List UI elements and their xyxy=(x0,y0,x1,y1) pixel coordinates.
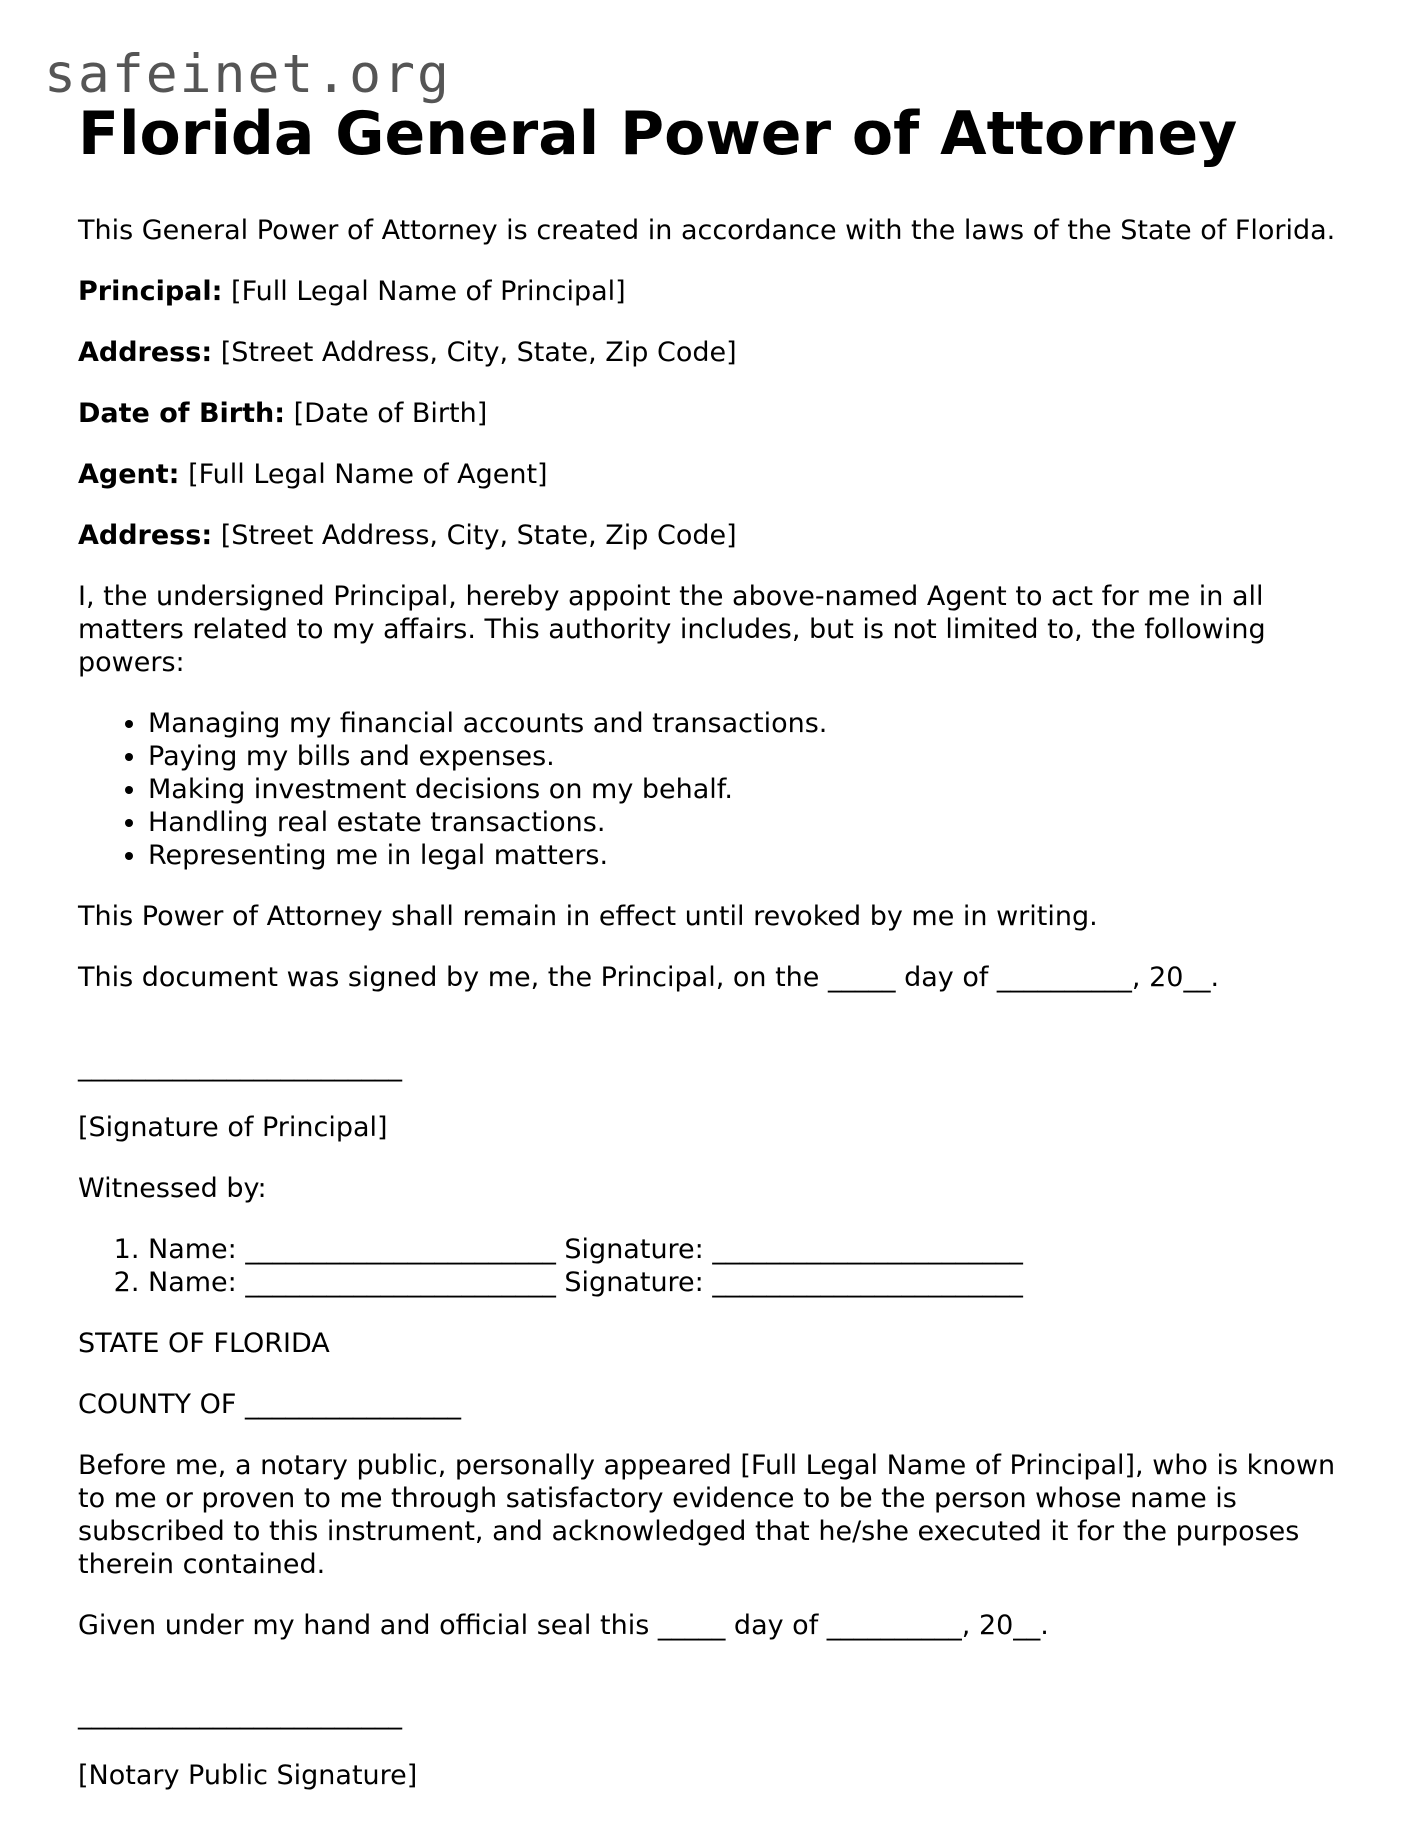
field-principal-address xyxy=(78,336,1368,369)
state-line: STATE OF FLORIDA xyxy=(78,1328,330,1359)
field-agent xyxy=(78,458,1368,491)
field-value: [Full Legal Name of Agent] xyxy=(188,459,548,490)
principal-signature-label: [Signature of Principal] xyxy=(78,1112,388,1143)
field-label: Principal: xyxy=(78,276,223,307)
document xyxy=(78,96,1368,1820)
principal-signature-line: ________________________ xyxy=(78,1051,402,1082)
intro-paragraph: This General Power of Attorney is created in accordance with the laws of the State of Florida. xyxy=(78,215,1336,246)
field-value: [Street Address, City, State, Zip Code] xyxy=(220,337,737,368)
field-value: [Street Address, City, State, Zip Code] xyxy=(220,520,737,551)
list-item: • Making investment decisions on my behalf. xyxy=(148,773,1368,806)
given-under-paragraph: Given under my hand and official seal this _____ day of __________, 20__. xyxy=(78,1610,1049,1641)
list-item: 2. Name: _______________________ Signature: _______________________ xyxy=(148,1266,1368,1299)
spacer xyxy=(78,1670,1368,1698)
signed-on-paragraph: This document was signed by me, the Principal, on the _____ day of __________, 20__. xyxy=(78,962,1220,993)
notary-signature-label: [Notary Public Signature] xyxy=(78,1760,418,1791)
field-value: [Date of Birth] xyxy=(293,398,488,429)
field-agent-address xyxy=(78,519,1368,552)
document-title: Florida General Power of Attorney xyxy=(78,99,1238,169)
field-label: Date of Birth: xyxy=(78,398,286,429)
field-principal xyxy=(78,275,1368,308)
spacer xyxy=(78,1022,1368,1050)
list-item: • Handling real estate transactions. xyxy=(148,806,1368,839)
county-line: COUNTY OF ________________ xyxy=(78,1389,461,1420)
list-item: 1. Name: _______________________ Signature: _______________________ xyxy=(148,1233,1368,1266)
field-value: [Full Legal Name of Principal] xyxy=(231,276,626,307)
witness-list xyxy=(78,1233,1368,1299)
notary-paragraph: Before me, a notary public, personally appeared [Full Legal Name of Principal], who is known to me or proven to me through satisfactory evidence to be the person whose name is subscribed to this instrument, and acknowledged that he/she executed it for the purposes therein contained. xyxy=(78,1450,1336,1580)
field-label: Agent: xyxy=(78,459,180,490)
list-item: • Paying my bills and expenses. xyxy=(148,740,1368,773)
list-item: • Representing me in legal matters. xyxy=(148,839,1368,872)
appointment-paragraph: I, the undersigned Principal, hereby appoint the above-named Agent to act for me in all matters related to my affairs. This authority includes, but is not limited to, the following powers: xyxy=(78,581,1266,678)
effect-paragraph: This Power of Attorney shall remain in effect until revoked by me in writing. xyxy=(78,901,1098,932)
field-date-of-birth xyxy=(78,397,1368,430)
list-item: • Managing my financial accounts and transactions. xyxy=(148,707,1368,740)
field-label: Address: xyxy=(78,520,213,551)
watermark: safeinet.org xyxy=(44,44,451,105)
witnessed-by-label: Witnessed by: xyxy=(78,1173,267,1204)
notary-signature-line: ________________________ xyxy=(78,1699,402,1730)
powers-list xyxy=(78,707,1368,872)
field-label: Address: xyxy=(78,337,213,368)
